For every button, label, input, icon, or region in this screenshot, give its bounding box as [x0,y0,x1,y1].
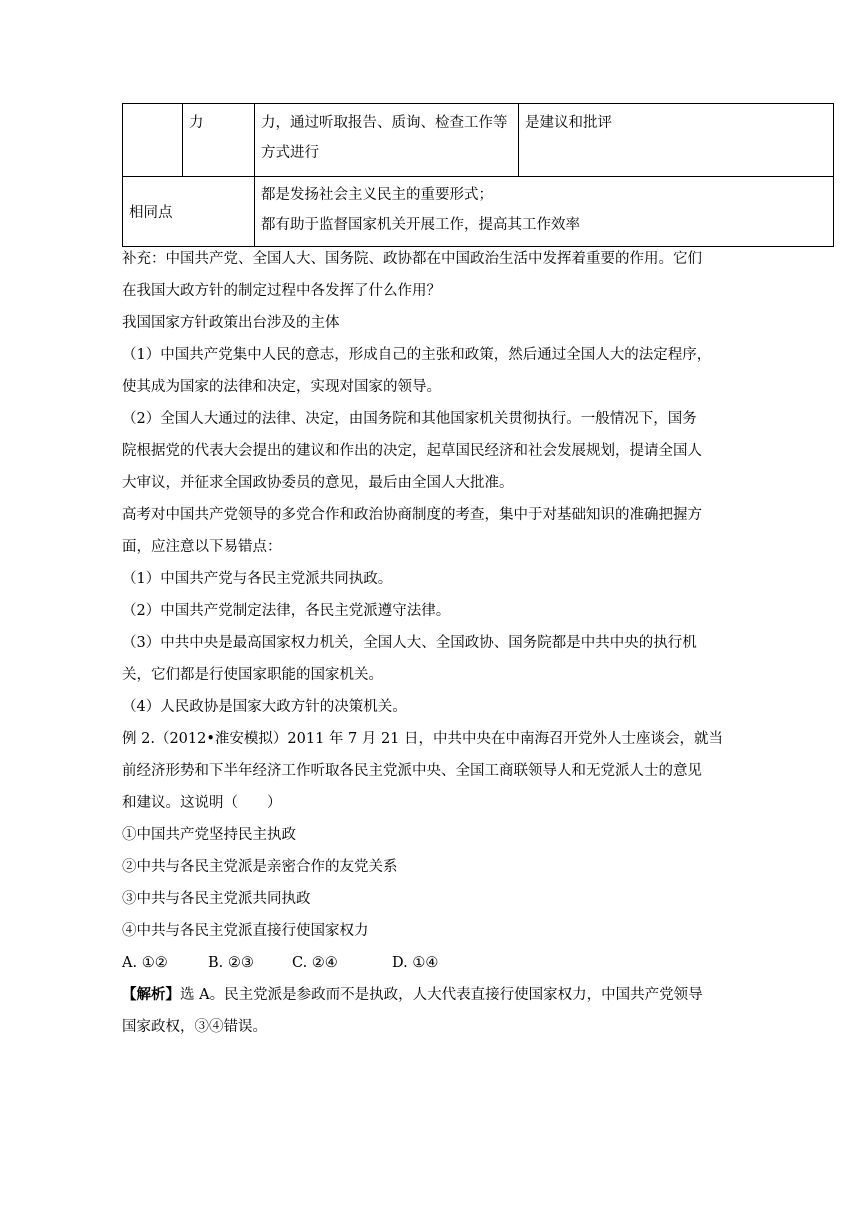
choice-item [122,915,834,947]
text-line: 高考对中国共产党领导的多党合作和政治协商制度的考查，集中于对基础知识的准确把握方 [122,507,702,523]
text-line: 前经济形势和下半年经济工作听取各民主党派中央、全国工商联领导人和无党派人士的意见 [122,763,702,779]
text-line: （2）中国共产党制定法律，各民主党派遵守法律。 [122,603,451,619]
text-line: 院根据党的代表大会提出的建议和作出的决定，起草国民经济和社会发展规划，提请全国人 [122,443,702,459]
text-line: 大审议，并征求全国政协委员的意见，最后由全国人大批准。 [122,475,514,491]
text-line: 和建议。这说明（ ） [122,795,282,811]
option-c: C. ②④ [292,955,338,971]
analysis-tag: 【解析】 [122,986,180,1003]
cell-line: 力，通过听取报告、质询、检查工作等 [261,115,508,131]
choice-item [122,851,834,883]
example-question [122,723,834,819]
text-line: 国家政权，③④错误。 [122,1019,267,1035]
text-line: （4）人民政协是国家大政方针的决策机关。 [122,699,407,715]
choice-item [122,819,834,851]
paragraph [122,627,834,691]
text-line: 面，应注意以下易错点： [122,539,282,555]
text-line: 我国国家方针政策出台涉及的主体 [122,315,340,331]
choice-item [122,883,834,915]
text-line: 使其成为国家的法律和决定，实现对国家的领导。 [122,379,441,395]
similarity-label: 相同点 [123,177,255,247]
cell-line: 都有助于监督国家机关开展工作，提高其工作效率 [261,217,580,233]
text-line: 补充：中国共产党、全国人大、国务院、政协都在中国政治生活中发挥着重要的作用。它们 [122,251,702,267]
text-line: （1）中国共产党集中人民的意志，形成自己的主张和政策，然后通过全国人大的法定程序， [122,347,712,363]
paragraph [122,243,834,307]
table-cell [255,104,519,177]
answer-options [122,947,834,979]
cell-line: 都是发扬社会主义民主的重要形式； [261,187,493,203]
table-cell [123,104,183,177]
option-a: A. ①② [122,955,168,971]
table-cell [255,177,834,247]
paragraph [122,339,834,403]
table-row [123,177,834,247]
paragraph [122,691,834,723]
table-cell: 力 [183,104,255,177]
text-line: （3）中共中央是最高国家权力机关，全国人大、全国政协、国务院都是中共中央的执行机 [122,635,697,651]
text-line: 例 2.（2012•淮安模拟）2011 年 7 月 21 日，中共中央在中南海召开党外人士座谈会，就当 [122,731,724,747]
text-line: ①中国共产党坚持民主执政 [122,827,296,843]
paragraph [122,307,834,339]
text-line: 在我国大政方针的制定过程中各发挥了什么作用？ [122,283,441,299]
text-line: ③中共与各民主党派共同执政 [122,891,311,907]
text-line: （2）全国人大通过的法律、决定，由国务院和其他国家机关贯彻执行。一般情况下，国务 [122,411,697,427]
option-d: D. ①④ [392,955,439,971]
paragraph [122,403,834,499]
text-line: （1）中国共产党与各民主党派共同执政。 [122,571,393,587]
table-row [123,104,834,177]
document-body [122,243,834,1043]
table-cell: 是建议和批评 [519,104,834,177]
analysis [122,979,834,1043]
paragraph [122,595,834,627]
text-line: ④中共与各民主党派直接行使国家权力 [122,923,369,939]
cell-line: 方式进行 [261,145,319,161]
option-b: B. ②③ [208,955,254,971]
comparison-table [122,103,834,247]
paragraph [122,499,834,563]
text-line: 关，它们都是行使国家职能的国家机关。 [122,667,383,683]
text-line: 选 A。民主党派是参政而不是执政，人大代表直接行使国家权力，中国共产党领导 [180,987,703,1003]
text-line: ②中共与各民主党派是亲密合作的友党关系 [122,859,398,875]
paragraph [122,563,834,595]
